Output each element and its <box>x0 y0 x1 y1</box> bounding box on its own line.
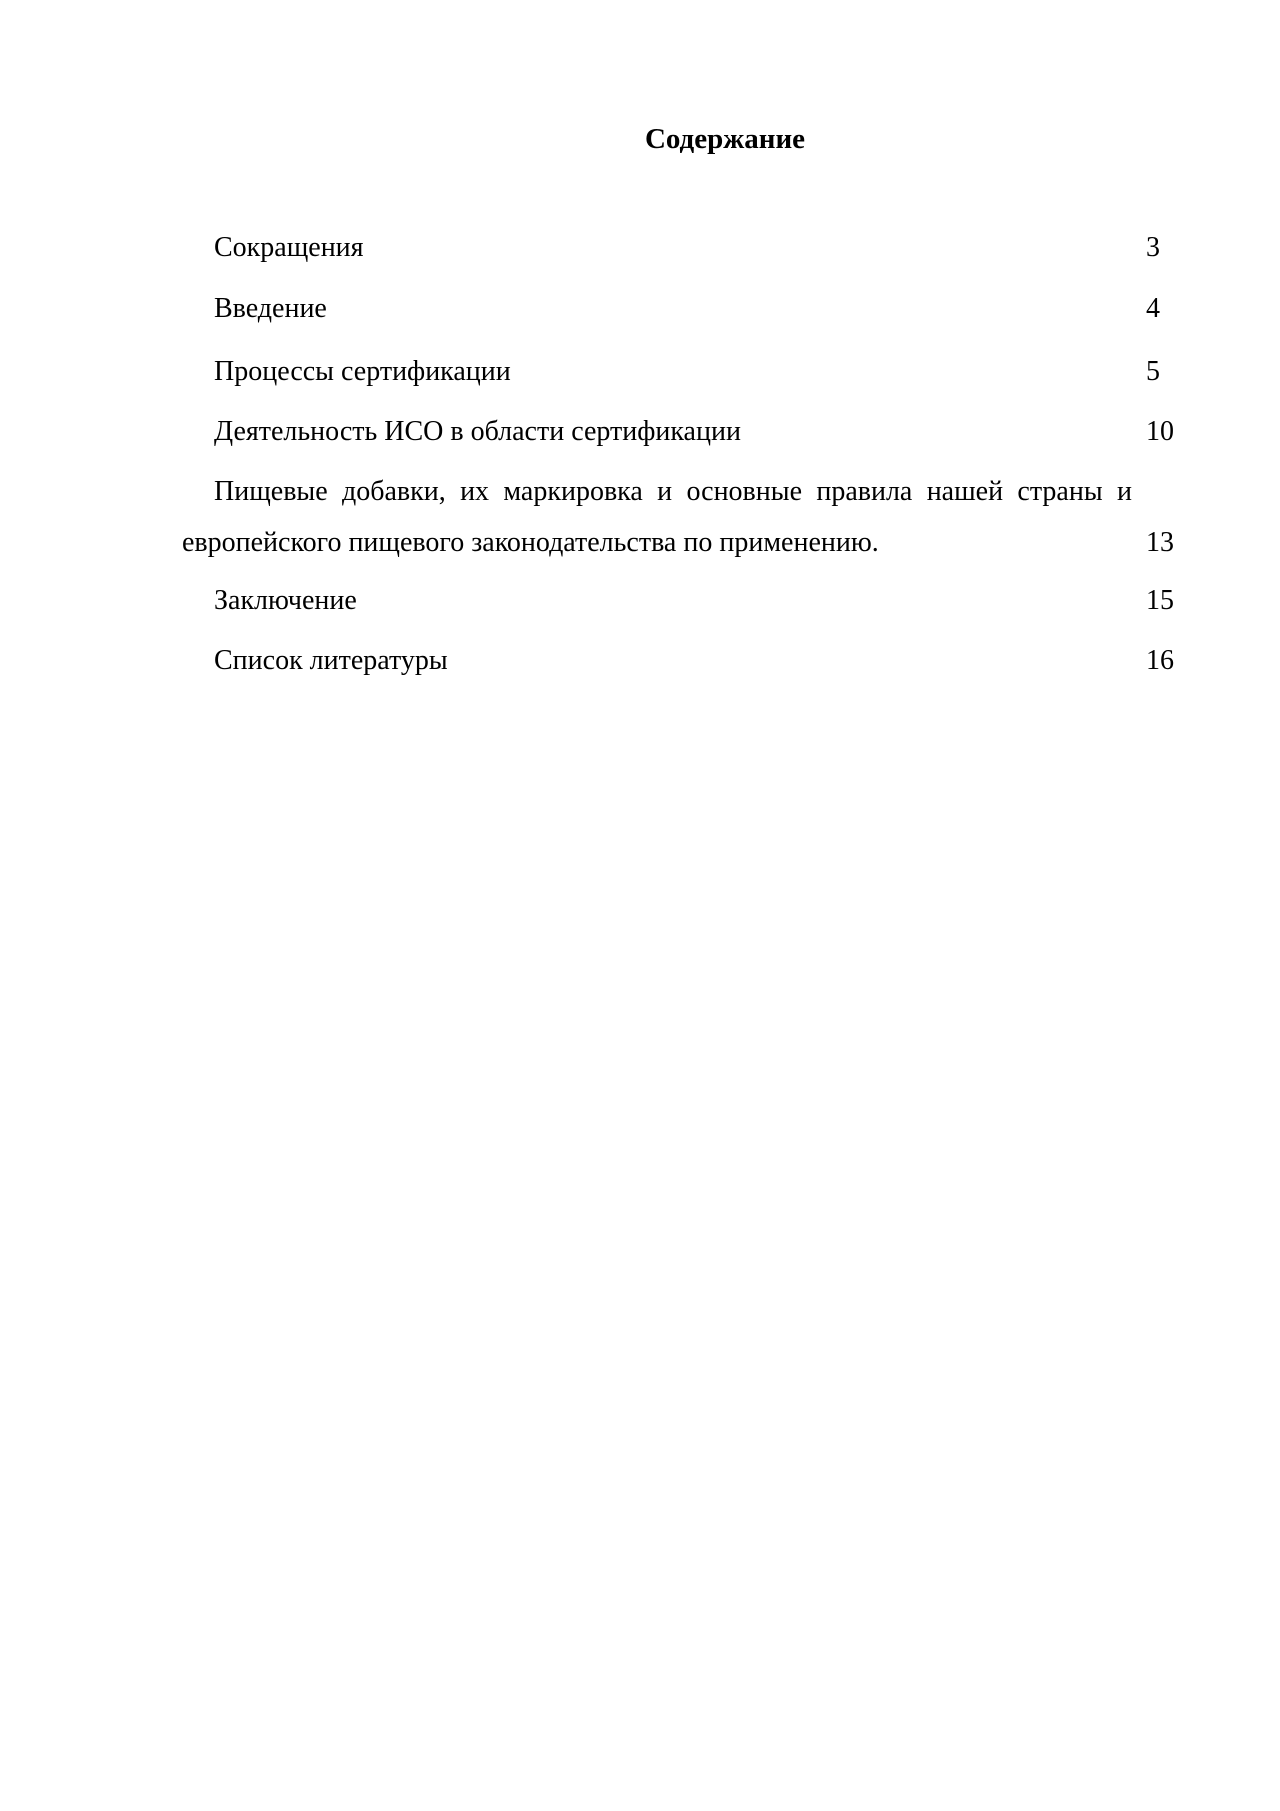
toc-entry-label: Заключение <box>214 585 357 616</box>
toc-entry-label: Деятельность ИСО в области сертификации <box>214 416 741 447</box>
toc-entry-certification-processes <box>182 346 1174 397</box>
toc-entry-page-number: 15 <box>1146 585 1174 616</box>
toc-entry-label: Введение <box>214 293 327 324</box>
toc-entry-label: Пищевые добавки, их маркировка и основные правила нашей страны и европейского пищевого законодательства по применению. <box>182 476 1132 558</box>
toc-entry-page-number: 13 <box>1146 527 1174 558</box>
page-title: Содержание <box>644 123 806 155</box>
toc-entry-references <box>182 635 1174 686</box>
toc-entry-page-number: 5 <box>1146 356 1160 387</box>
toc-entry-food-additives <box>182 466 1174 568</box>
table-of-contents <box>182 222 1174 686</box>
toc-entry-page-number: 16 <box>1146 645 1174 676</box>
toc-entry-iso-activity <box>182 406 1174 457</box>
toc-entry-introduction <box>182 283 1174 334</box>
toc-entry-page-number: 10 <box>1146 416 1174 447</box>
toc-entry-conclusion <box>182 575 1174 626</box>
toc-entry-label: Список литературы <box>214 645 448 676</box>
toc-entry-page-number: 4 <box>1146 293 1160 324</box>
toc-entry-label: Сокращения <box>214 232 364 263</box>
toc-entry-label: Процессы сертификации <box>214 356 511 387</box>
toc-entry-page-number: 3 <box>1146 232 1160 263</box>
toc-entry-abbreviations <box>182 222 1174 273</box>
